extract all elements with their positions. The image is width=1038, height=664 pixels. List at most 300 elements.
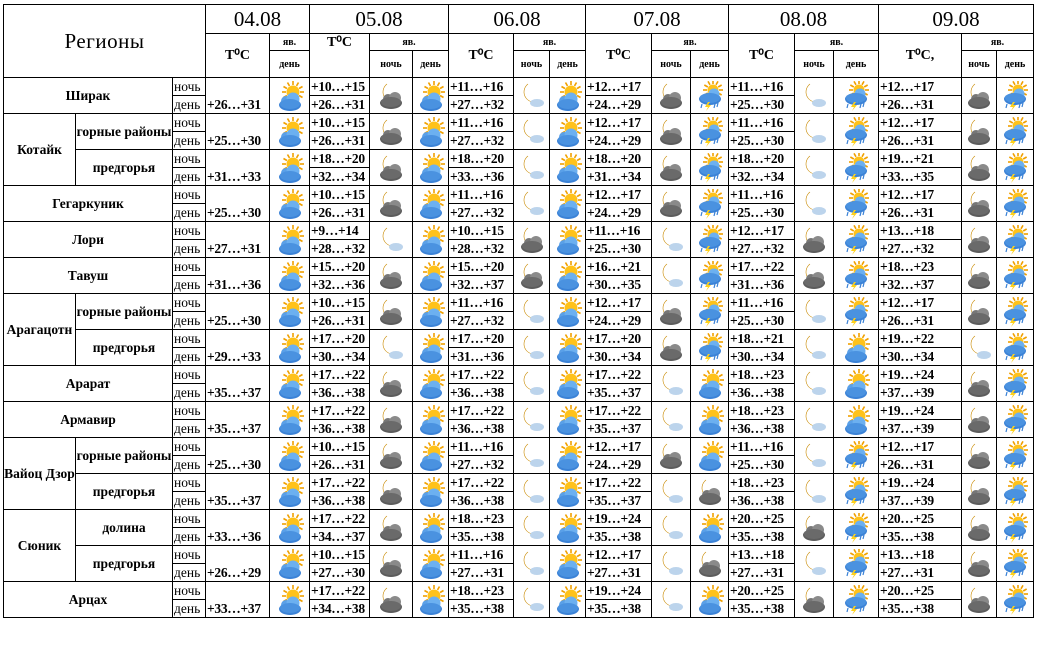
day-temp: +30…+34 [586,348,652,366]
partly-cloudy-icon [270,330,310,366]
temp-range: +31…+36 [206,258,270,294]
partly-cloudy-icon [270,114,310,150]
subregion-name: предгорья [76,474,173,510]
night-temp: +17…+20 [310,330,370,348]
night-temp: +12…+17 [586,546,652,564]
temp-range: +33…+37 [206,582,270,618]
region-name: Арагацотн [4,294,76,366]
thunderstorm-icon [834,150,879,186]
day-temp: +32…+37 [449,276,514,294]
thunderstorm-icon [997,546,1034,582]
thunderstorm-icon [997,150,1034,186]
night-temp: +10…+15 [310,78,370,96]
partly-cloudy-icon [550,294,586,330]
region-name: Лори [4,222,173,258]
partly-cloudy-icon [550,402,586,438]
night-temp: +12…+17 [586,294,652,312]
night-temp: +12…+17 [586,438,652,456]
night-temp: +11…+16 [449,294,514,312]
partly-cloudy-icon [270,438,310,474]
night-temp: +15…+20 [310,258,370,276]
day-temp: +28…+32 [449,240,514,258]
cloudy-night-icon [691,474,729,510]
cloudy-night-icon [652,114,691,150]
partly-cloudy-icon [413,294,449,330]
cloudy-night-icon [370,258,413,294]
night-label: ночь [173,222,206,240]
night-temp: +17…+22 [310,402,370,420]
thunderstorm-icon [691,294,729,330]
partly-cloudy-icon [834,366,879,402]
thunderstorm-icon [691,114,729,150]
partly-cloudy-icon [550,78,586,114]
moon-icon [652,582,691,618]
moon-icon [795,438,834,474]
partly-cloudy-icon [413,366,449,402]
night-temp: +10…+15 [449,222,514,240]
day-temp: +35…+38 [586,528,652,546]
night-temp: +19…+24 [586,582,652,600]
cloudy-night-icon [370,438,413,474]
night-label: ночь [173,114,206,132]
cloudy-night-icon [652,330,691,366]
moon-icon [652,546,691,582]
thunderstorm-icon [691,222,729,258]
thunderstorm-icon [691,186,729,222]
night-temp: +19…+24 [879,474,962,492]
cloudy-night-icon [370,366,413,402]
thunderstorm-icon [834,510,879,546]
day-temp: +32…+36 [310,276,370,294]
temp-header: T⁰C [586,34,652,78]
partly-cloudy-icon [270,402,310,438]
night-temp: +20…+25 [879,510,962,528]
night-temp: +13…+18 [879,546,962,564]
day-temp: +36…+38 [729,420,795,438]
thunderstorm-icon [834,78,879,114]
night-temp: +12…+17 [879,294,962,312]
night-temp: +19…+24 [586,510,652,528]
moon-icon [795,78,834,114]
night-header: ночь [370,51,413,78]
partly-cloudy-icon [550,330,586,366]
partly-cloudy-icon [550,474,586,510]
thunderstorm-icon [834,474,879,510]
night-temp: +17…+22 [729,258,795,276]
partly-cloudy-icon [413,330,449,366]
day-temp: +25…+30 [729,204,795,222]
night-temp: +10…+15 [310,546,370,564]
thunderstorm-icon [997,474,1034,510]
partly-cloudy-icon [413,258,449,294]
moon-icon [795,114,834,150]
region-name: Гегаркуник [4,186,173,222]
thunderstorm-icon [997,186,1034,222]
partly-cloudy-icon [270,366,310,402]
day-header: день [691,51,729,78]
day-temp: +26…+31 [310,96,370,114]
partly-cloudy-icon [691,510,729,546]
moon-icon [652,474,691,510]
temp-header: T⁰C [729,34,795,78]
temp-range: +26…+29 [206,546,270,582]
thunderstorm-icon [834,294,879,330]
night-label: ночь [173,150,206,168]
partly-cloudy-icon [413,546,449,582]
moon-icon [514,114,550,150]
day-temp: +27…+32 [449,132,514,150]
partly-cloudy-icon [413,582,449,618]
night-temp: +19…+24 [879,366,962,384]
night-label: ночь [173,546,206,564]
night-temp: +18…+21 [729,330,795,348]
date-header: 05.08 [310,5,449,34]
day-temp: +37…+39 [879,420,962,438]
thunderstorm-icon [997,402,1034,438]
day-label: день [173,384,206,402]
moon-icon [514,402,550,438]
night-temp: +17…+22 [310,582,370,600]
cloudy-night-icon [962,222,997,258]
moon-icon [514,330,550,366]
cloudy-night-icon [652,186,691,222]
day-header: день [270,51,310,78]
region-name: Армавир [4,402,173,438]
moon-icon [962,330,997,366]
night-temp: +11…+16 [729,294,795,312]
day-temp: +36…+38 [449,420,514,438]
night-temp: +13…+18 [729,546,795,564]
day-temp: +24…+29 [586,312,652,330]
night-label: ночь [173,510,206,528]
thunderstorm-icon [997,582,1034,618]
day-header: день [834,51,879,78]
night-temp: +18…+23 [879,258,962,276]
cloudy-night-icon [652,78,691,114]
day-label: день [173,528,206,546]
subregion-name: горные районы [76,294,173,330]
cloudy-night-icon [962,510,997,546]
cloudy-night-icon [962,546,997,582]
night-label: ночь [173,402,206,420]
temp-range: +31…+33 [206,150,270,186]
day-temp: +31…+34 [586,168,652,186]
partly-cloudy-icon [413,186,449,222]
day-temp: +26…+31 [879,456,962,474]
moon-icon [795,294,834,330]
day-label: день [173,168,206,186]
night-temp: +18…+20 [449,150,514,168]
moon-icon [370,330,413,366]
partly-cloudy-icon [270,510,310,546]
partly-cloudy-icon [550,222,586,258]
day-temp: +27…+32 [449,456,514,474]
moon-icon [795,402,834,438]
temp-header: T⁰C, [879,34,962,78]
day-temp: +35…+38 [879,528,962,546]
moon-icon [514,150,550,186]
yav-header: яв. [962,34,1034,51]
moon-icon [652,510,691,546]
day-temp: +26…+31 [879,96,962,114]
day-temp: +25…+30 [729,96,795,114]
partly-cloudy-icon [691,402,729,438]
partly-cloudy-icon [413,474,449,510]
cloudy-night-icon [370,150,413,186]
day-temp: +27…+30 [310,564,370,582]
thunderstorm-icon [997,330,1034,366]
cloudy-night-icon [652,150,691,186]
night-temp: +16…+21 [586,258,652,276]
day-temp: +27…+32 [449,96,514,114]
day-label: день [173,240,206,258]
day-temp: +35…+38 [586,600,652,618]
partly-cloudy-icon [270,474,310,510]
night-temp: +12…+17 [879,78,962,96]
partly-cloudy-icon [550,438,586,474]
region-name: Вайоц Дзор [4,438,76,510]
cloudy-night-icon [370,114,413,150]
thunderstorm-icon [997,222,1034,258]
yav-header: яв. [795,34,879,51]
moon-icon [514,186,550,222]
night-temp: +18…+20 [310,150,370,168]
night-temp: +12…+17 [586,186,652,204]
thunderstorm-icon [691,330,729,366]
night-temp: +11…+16 [729,78,795,96]
day-temp: +31…+36 [449,348,514,366]
day-label: день [173,348,206,366]
moon-icon [652,258,691,294]
partly-cloudy-icon [270,582,310,618]
night-temp: +12…+17 [879,186,962,204]
partly-cloudy-icon [550,366,586,402]
thunderstorm-icon [834,438,879,474]
day-header: день [413,51,449,78]
day-temp: +26…+31 [310,312,370,330]
cloudy-night-icon [652,438,691,474]
partly-cloudy-icon [413,114,449,150]
cloudy-night-icon [962,150,997,186]
cloudy-night-icon [962,114,997,150]
night-temp: +12…+17 [879,114,962,132]
subregion-name: горные районы [76,114,173,150]
partly-cloudy-icon [270,294,310,330]
day-temp: +36…+38 [310,492,370,510]
day-temp: +27…+32 [449,312,514,330]
thunderstorm-icon [691,258,729,294]
night-temp: +11…+16 [729,438,795,456]
cloudy-night-icon [370,294,413,330]
moon-icon [652,402,691,438]
day-temp: +26…+31 [310,456,370,474]
night-temp: +19…+22 [879,330,962,348]
thunderstorm-icon [997,366,1034,402]
cloudy-night-icon [795,222,834,258]
thunderstorm-icon [834,546,879,582]
night-header: ночь [795,51,834,78]
cloudy-night-icon [795,510,834,546]
night-temp: +11…+16 [729,114,795,132]
moon-icon [514,294,550,330]
night-label: ночь [173,366,206,384]
night-temp: +15…+20 [449,258,514,276]
partly-cloudy-icon [834,402,879,438]
moon-icon [795,546,834,582]
partly-cloudy-icon [550,546,586,582]
partly-cloudy-icon [413,78,449,114]
date-header: 07.08 [586,5,729,34]
cloudy-night-icon [962,258,997,294]
cloudy-night-icon [795,582,834,618]
day-label: день [173,600,206,618]
subregion-name: предгорья [76,330,173,366]
night-temp: +12…+17 [729,222,795,240]
partly-cloudy-icon [691,438,729,474]
subregion-name: предгорья [76,546,173,582]
night-temp: +18…+23 [729,402,795,420]
day-temp: +31…+36 [729,276,795,294]
day-temp: +35…+38 [729,600,795,618]
day-temp: +35…+37 [586,492,652,510]
night-temp: +17…+22 [310,474,370,492]
cloudy-night-icon [795,258,834,294]
day-temp: +35…+38 [729,528,795,546]
night-label: ночь [173,582,206,600]
temp-range: +25…+30 [206,438,270,474]
cloudy-night-icon [370,78,413,114]
day-temp: +32…+34 [729,168,795,186]
night-temp: +11…+16 [449,186,514,204]
night-temp: +9…+14 [310,222,370,240]
temp-range: +35…+37 [206,366,270,402]
day-temp: +26…+31 [310,204,370,222]
temp-range: +35…+37 [206,474,270,510]
night-temp: +18…+23 [729,474,795,492]
thunderstorm-icon [691,150,729,186]
temp-range: +33…+36 [206,510,270,546]
moon-icon [652,366,691,402]
partly-cloudy-icon [413,438,449,474]
partly-cloudy-icon [834,330,879,366]
temp-header: T⁰C [206,34,270,78]
night-header: ночь [962,51,997,78]
cloudy-night-icon [962,186,997,222]
night-label: ночь [173,258,206,276]
night-temp: +19…+21 [879,150,962,168]
partly-cloudy-icon [270,222,310,258]
moon-icon [514,366,550,402]
night-temp: +10…+15 [310,186,370,204]
cloudy-night-icon [370,186,413,222]
day-temp: +24…+29 [586,456,652,474]
cloudy-night-icon [370,474,413,510]
thunderstorm-icon [834,258,879,294]
day-temp: +30…+34 [310,348,370,366]
temp-range: +35…+37 [206,402,270,438]
day-label: день [173,564,206,582]
forecast-table [3,4,1034,618]
day-temp: +30…+34 [879,348,962,366]
night-temp: +12…+17 [586,78,652,96]
day-temp: +25…+30 [729,456,795,474]
night-temp: +10…+15 [310,114,370,132]
day-temp: +35…+38 [449,528,514,546]
night-temp: +20…+25 [729,510,795,528]
cloudy-night-icon [370,402,413,438]
temp-header: T⁰C [310,34,370,78]
day-label: день [173,276,206,294]
night-temp: +18…+20 [586,150,652,168]
day-temp: +36…+38 [729,492,795,510]
night-temp: +18…+20 [729,150,795,168]
day-temp: +34…+37 [310,528,370,546]
partly-cloudy-icon [413,222,449,258]
day-temp: +32…+37 [879,276,962,294]
partly-cloudy-icon [691,582,729,618]
temp-range: +26…+31 [206,78,270,114]
night-label: ночь [173,438,206,456]
yav-header: яв. [652,34,729,51]
yav-header: яв. [270,34,310,51]
partly-cloudy-icon [270,186,310,222]
night-temp: +18…+23 [449,582,514,600]
day-temp: +27…+31 [729,564,795,582]
day-label: день [173,456,206,474]
cloudy-night-icon [370,546,413,582]
day-label: день [173,132,206,150]
date-header: 09.08 [879,5,1034,34]
partly-cloudy-icon [550,582,586,618]
cloudy-night-icon [962,438,997,474]
day-temp: +27…+31 [586,564,652,582]
region-name: Котайк [4,114,76,186]
moon-icon [795,474,834,510]
night-temp: +12…+17 [586,114,652,132]
partly-cloudy-icon [691,366,729,402]
temp-range: +25…+30 [206,186,270,222]
night-header: ночь [514,51,550,78]
region-name: Ширак [4,78,173,114]
temp-range: +25…+30 [206,114,270,150]
day-temp: +35…+38 [879,600,962,618]
moon-icon [514,474,550,510]
day-temp: +26…+31 [879,204,962,222]
cloudy-night-icon [962,474,997,510]
day-temp: +35…+38 [449,600,514,618]
thunderstorm-icon [997,258,1034,294]
day-temp: +36…+38 [310,420,370,438]
night-temp: +17…+22 [586,366,652,384]
cloudy-night-icon [370,582,413,618]
day-label: день [173,96,206,114]
partly-cloudy-icon [550,186,586,222]
day-label: день [173,312,206,330]
subregion-name: предгорья [76,150,173,186]
night-temp: +17…+22 [310,366,370,384]
night-temp: +11…+16 [729,186,795,204]
moon-icon [514,546,550,582]
date-header: 08.08 [729,5,879,34]
day-temp: +35…+37 [586,420,652,438]
partly-cloudy-icon [270,546,310,582]
temp-range: +25…+30 [206,294,270,330]
cloudy-night-icon [652,294,691,330]
day-header: день [997,51,1034,78]
day-temp: +27…+32 [449,204,514,222]
night-temp: +17…+22 [586,402,652,420]
night-temp: +11…+16 [449,438,514,456]
